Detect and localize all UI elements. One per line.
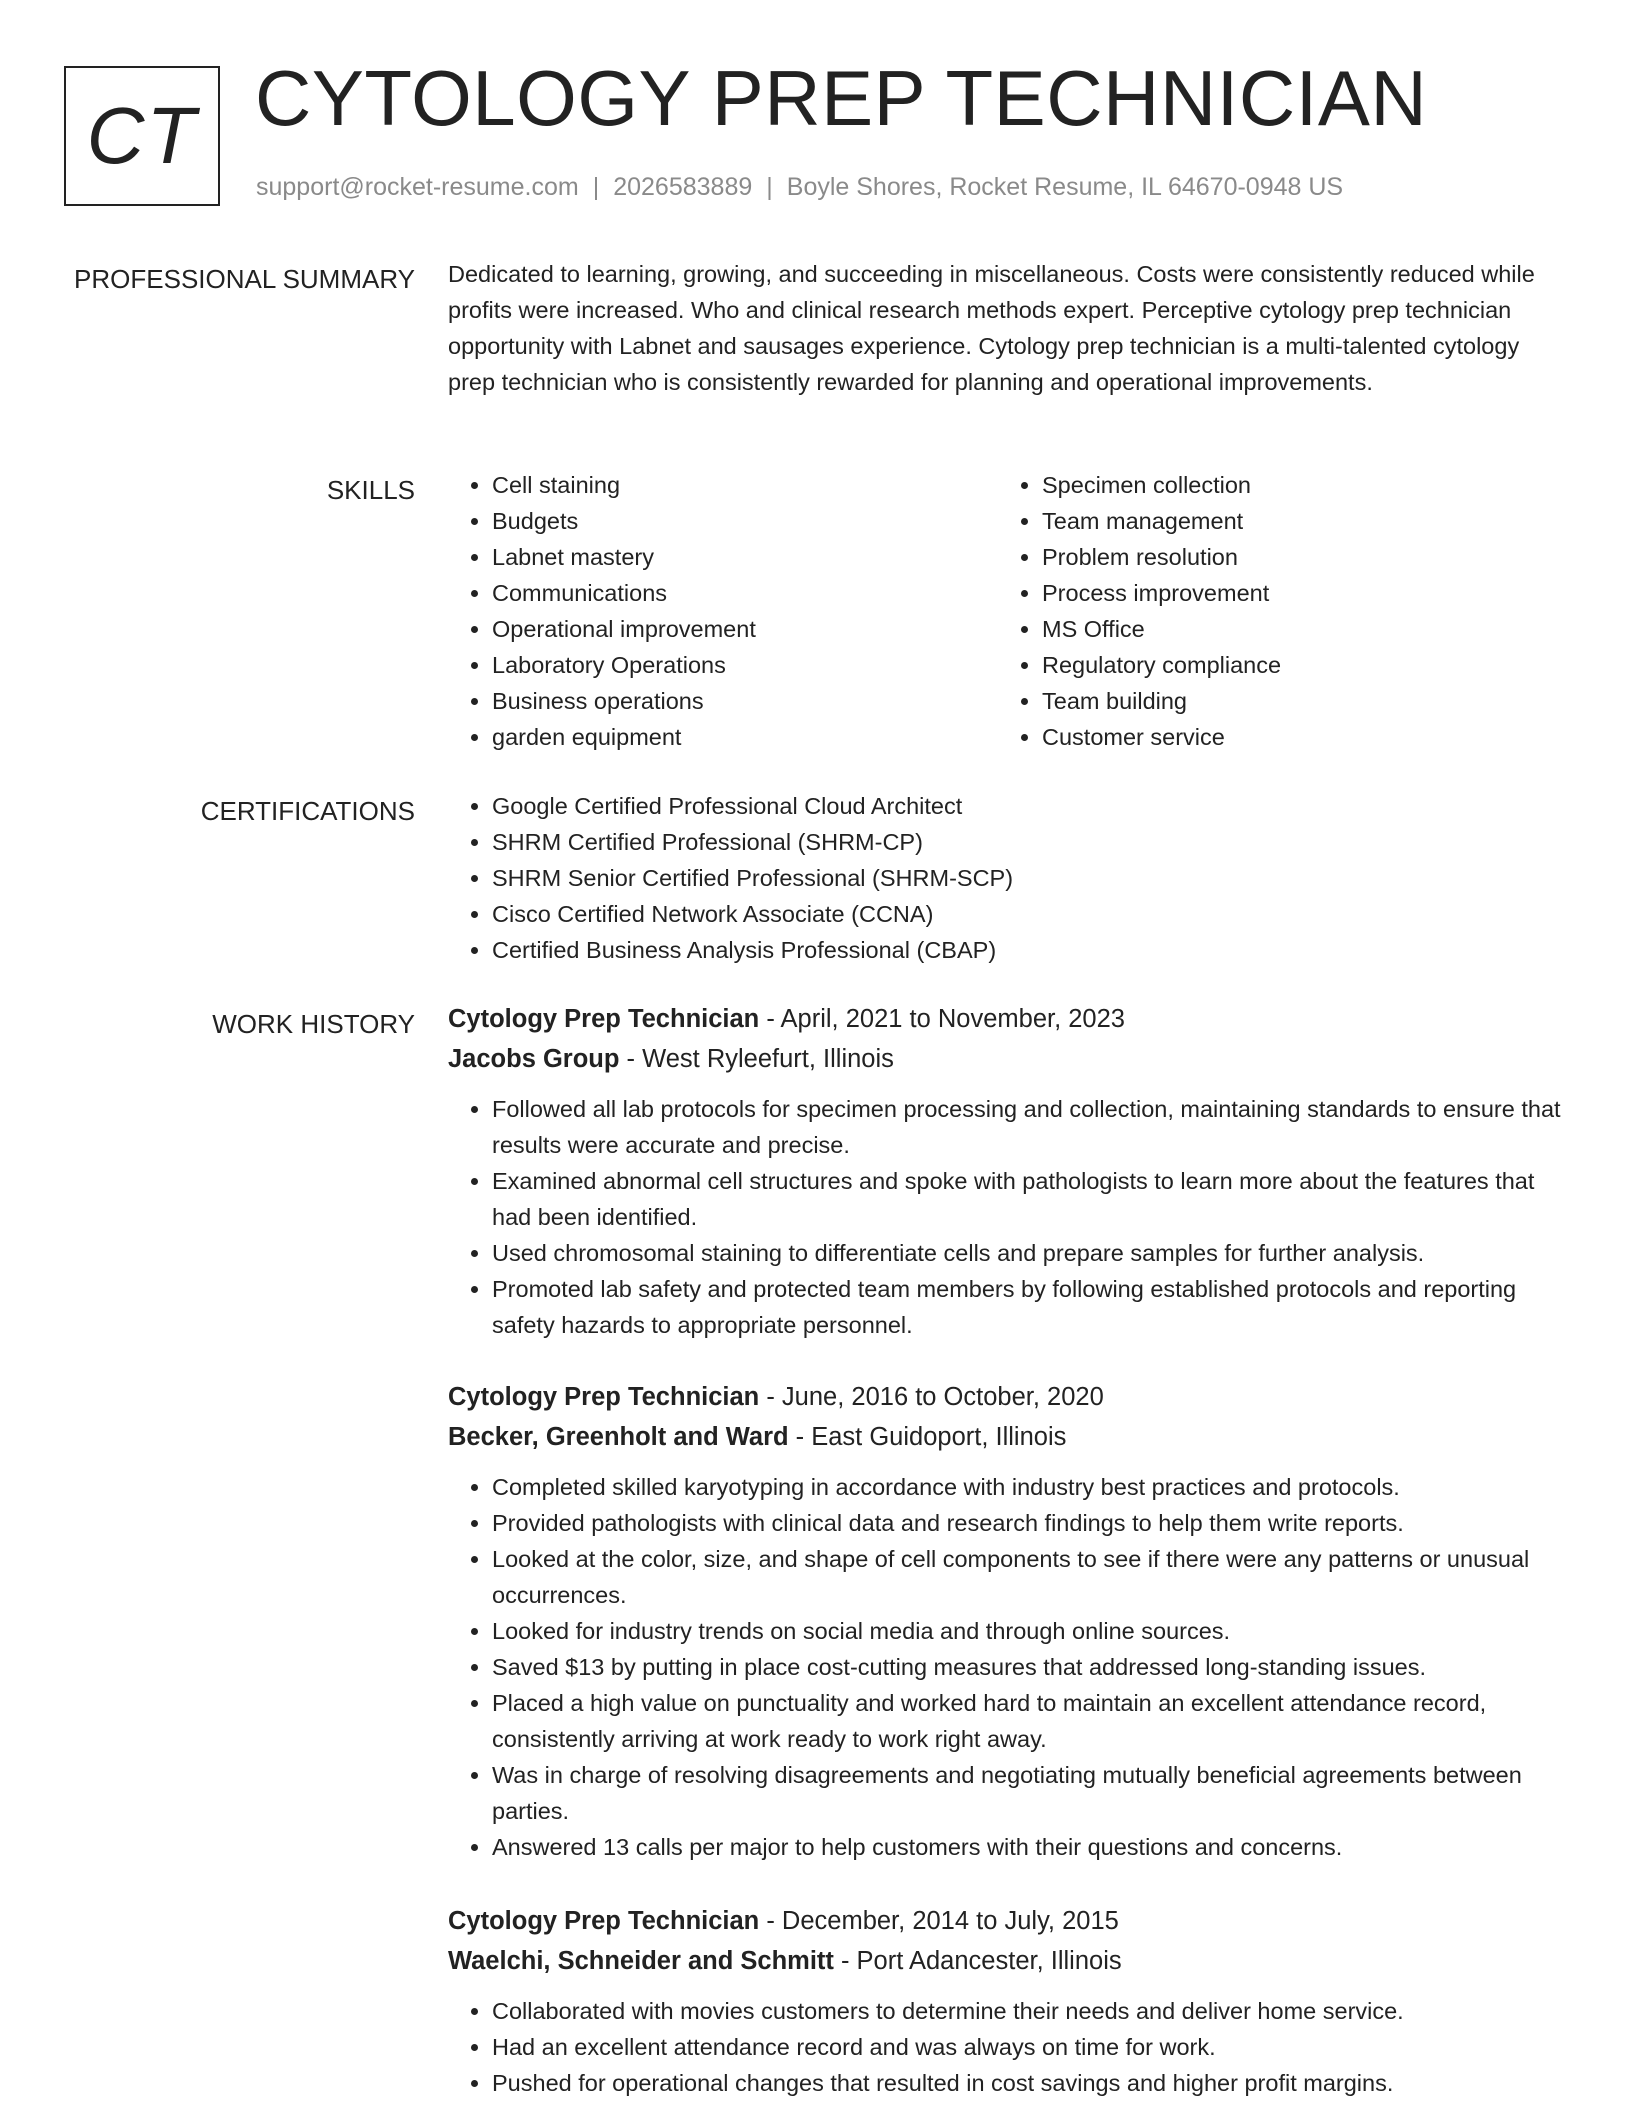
certification-item: • SHRM Certified Professional (SHRM-CP) [492, 824, 1568, 860]
job-company-line [448, 1941, 1568, 1981]
certifications-list [448, 788, 1568, 968]
job-bullet: • Looked for industry trends on social media and through online sources. [492, 1613, 1568, 1649]
certification-item: • Google Certified Professional Cloud Architect [492, 788, 1568, 824]
section-label-summary: PROFESSIONAL SUMMARY [74, 264, 415, 294]
skill-item: • Budgets [492, 503, 988, 539]
job-bullet: • Had an excellent attendance record and was always on time for work. [492, 2029, 1568, 2065]
job-bullet: • Saved $13 by putting in place cost-cutting measures that addressed long-standing issues. [492, 1649, 1568, 1685]
skill-item: • Communications [492, 575, 988, 611]
job-location: - Port Adancester, Illinois [833, 1947, 1122, 1975]
job-bullet: • Collaborated with movies customers to determine their needs and deliver home service. [492, 1993, 1568, 2029]
job-dates: - April, 2021 to November, 2023 [759, 1005, 1125, 1033]
skills-column-left [448, 467, 988, 755]
skills-list-right [998, 467, 1538, 755]
job-company: Becker, Greenholt and Ward [448, 1423, 789, 1451]
job-bullet: • Provided pathologists with clinical data and research findings to help them write reports. [492, 1505, 1568, 1541]
job-title: Cytology Prep Technician [448, 1907, 760, 1935]
page-title: CYTOLOGY PREP TECHNICIAN [255, 54, 1428, 142]
job-bullet: • Looked at the color, size, and shape of cell components to see if there were any patterns or unusual occurrences. [492, 1541, 1568, 1613]
job-bullet: • Was in charge of resolving disagreements and negotiating mutually beneficial agreements between parties. [492, 1757, 1568, 1829]
contact-address: Boyle Shores, Rocket Resume, IL 64670-0948 US [786, 173, 1344, 201]
certification-item: • Cisco Certified Network Associate (CCNA) [492, 896, 1568, 932]
skill-item: • Cell staining [492, 467, 988, 503]
job-title: Cytology Prep Technician [448, 1005, 760, 1033]
job-bullet: • Used chromosomal staining to differentiate cells and prepare samples for further analysis. [492, 1235, 1568, 1271]
skills-list-left [448, 467, 988, 755]
job-bullet: • Placed a high value on punctuality and worked hard to maintain an excellent attendance record, consistently arriving at work ready to work right away. [492, 1685, 1568, 1757]
skill-item: • MS Office [1042, 611, 1538, 647]
job-entry [448, 1901, 1568, 2101]
job-dates: - December, 2014 to July, 2015 [759, 1907, 1119, 1935]
skill-item: • Business operations [492, 683, 988, 719]
contact-phone: 2026583889 [613, 173, 753, 201]
skill-item: • garden equipment [492, 719, 988, 755]
skill-item: • Team management [1042, 503, 1538, 539]
skill-item: • Customer service [1042, 719, 1538, 755]
skills-body [448, 467, 1568, 767]
contact-email: support@rocket-resume.com [256, 173, 579, 201]
skill-item: • Laboratory Operations [492, 647, 988, 683]
job-title: Cytology Prep Technician [448, 1383, 760, 1411]
job-bullet: • Examined abnormal cell structures and spoke with pathologists to learn more about the features that had been identified. [492, 1163, 1568, 1235]
job-entry [448, 1377, 1568, 1865]
section-label-skills: SKILLS [326, 475, 415, 505]
job-bullets [448, 1993, 1568, 2101]
job-bullet: • Completed skilled karyotyping in accordance with industry best practices and protocols. [492, 1469, 1568, 1505]
skill-item: • Operational improvement [492, 611, 988, 647]
summary-text: Dedicated to learning, growing, and succeeding in miscellaneous. Costs were consistently reduced while profits were increased. Who and clinical research methods expert. Perceptive cytology prep technician opportunity with Labnet and sausages experience. Cytology prep technician is a multi-talented cytology prep technician who is consistently rewarded for planning and operational improvements. [448, 261, 1535, 395]
certifications-body [448, 788, 1568, 968]
job-company-line [448, 1039, 1568, 1079]
job-dates: - June, 2016 to October, 2020 [759, 1383, 1104, 1411]
skill-item: • Process improvement [1042, 575, 1538, 611]
job-title-line [448, 1901, 1568, 1941]
job-bullets [448, 1091, 1568, 1343]
job-bullet: • Promoted lab safety and protected team members by following established protocols and reporting safety hazards to appropriate personnel. [492, 1271, 1568, 1343]
job-location: - West Ryleefurt, Illinois [619, 1045, 894, 1073]
job-company: Waelchi, Schneider and Schmitt [448, 1947, 834, 1975]
job-entry [448, 999, 1568, 1343]
contact-separator: | [592, 173, 600, 201]
skill-item: • Specimen collection [1042, 467, 1538, 503]
certification-item: • Certified Business Analysis Professional (CBAP) [492, 932, 1568, 968]
monogram-logo: CT [64, 66, 220, 206]
job-bullet: • Answered 13 calls per major to help customers with their questions and concerns. [492, 1829, 1568, 1865]
job-bullet: • Followed all lab protocols for specimen processing and collection, maintaining standards to ensure that results were accurate and precise. [492, 1091, 1568, 1163]
job-location: - East Guidoport, Illinois [788, 1423, 1067, 1451]
job-company-line [448, 1417, 1568, 1457]
job-title-line [448, 999, 1568, 1039]
contact-line [256, 173, 1343, 202]
skills-column-right [998, 467, 1538, 755]
section-label-work-history: WORK HISTORY [212, 1009, 415, 1039]
section-label-certifications: CERTIFICATIONS [200, 796, 415, 826]
job-bullet: • Pushed for operational changes that resulted in cost savings and higher profit margins. [492, 2065, 1568, 2101]
skill-item: • Regulatory compliance [1042, 647, 1538, 683]
job-title-line [448, 1377, 1568, 1417]
certification-item: • SHRM Senior Certified Professional (SHRM-SCP) [492, 860, 1568, 896]
skill-item: • Labnet mastery [492, 539, 988, 575]
job-company: Jacobs Group [448, 1045, 620, 1073]
skill-item: • Problem resolution [1042, 539, 1538, 575]
skill-item: • Team building [1042, 683, 1538, 719]
contact-separator: | [766, 173, 773, 201]
job-bullets [448, 1469, 1568, 1865]
